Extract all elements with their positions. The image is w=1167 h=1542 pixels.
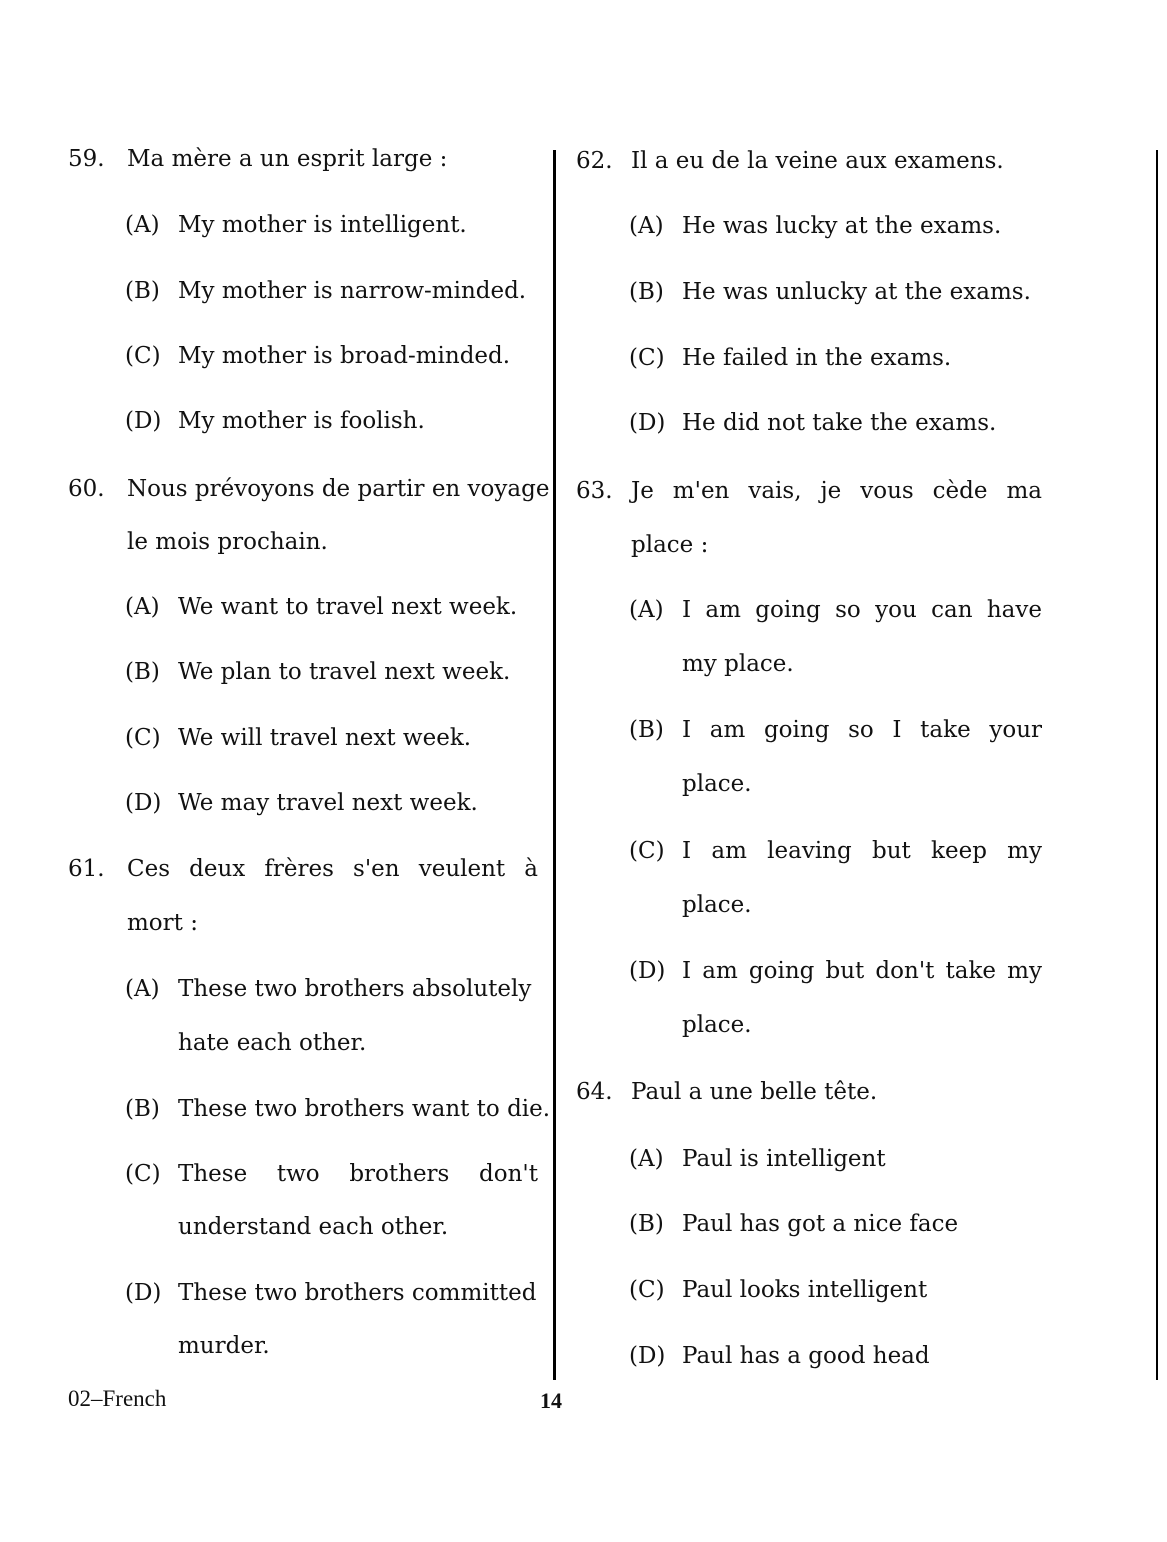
option-label: (D): [125, 1280, 162, 1306]
option-text: My mother is intelligent.: [178, 212, 467, 238]
option-text: I am going so you can have: [682, 597, 1042, 623]
option-text: my place.: [682, 651, 794, 677]
question-stem: mort :: [127, 910, 198, 936]
option-label: (C): [629, 345, 665, 371]
option-text: We plan to travel next week.: [178, 659, 511, 685]
question-stem: Nous prévoyons de partir en voyage: [127, 476, 550, 502]
option-label: (B): [629, 279, 664, 305]
option-text: My mother is foolish.: [178, 408, 425, 434]
option-text: We will travel next week.: [178, 725, 472, 751]
option-label: (A): [629, 1146, 664, 1172]
option-text: These two brothers don't: [178, 1161, 538, 1187]
option-text: I am going so I take your: [682, 717, 1042, 743]
question-number: 63.: [576, 478, 613, 504]
option-text: These two brothers committed: [178, 1280, 537, 1306]
option-label: (A): [629, 213, 664, 239]
paper-code: 02–French: [68, 1386, 167, 1411]
option-label: (B): [629, 717, 664, 743]
option-text: place.: [682, 1012, 752, 1038]
question-stem: Ma mère a un esprit large :: [127, 146, 448, 172]
option-text: My mother is narrow-minded.: [178, 278, 527, 304]
option-text: Paul is intelligent: [682, 1146, 886, 1172]
option-label: (A): [125, 594, 160, 620]
question-stem: Il a eu de la veine aux examens.: [631, 148, 1004, 174]
question-stem: le mois prochain.: [127, 529, 328, 555]
option-text: place.: [682, 892, 752, 918]
right-edge-rule: [1156, 150, 1158, 1380]
option-label: (C): [125, 343, 161, 369]
question-number: 59.: [68, 146, 105, 172]
option-text: We may travel next week.: [178, 790, 478, 816]
option-text: murder.: [178, 1333, 270, 1359]
option-label: (A): [629, 597, 664, 623]
option-text: He did not take the exams.: [682, 410, 997, 436]
option-label: (B): [125, 659, 160, 685]
question-stem: place :: [631, 532, 709, 558]
option-label: (D): [125, 408, 162, 434]
option-text: He failed in the exams.: [682, 345, 952, 371]
option-text: Paul looks intelligent: [682, 1277, 928, 1303]
page-number: 14: [540, 1388, 562, 1413]
option-text: These two brothers absolutely: [178, 976, 532, 1002]
option-label: (D): [125, 790, 162, 816]
option-text: He was unlucky at the exams.: [682, 279, 1031, 305]
option-text: These two brothers want to die.: [178, 1096, 551, 1122]
option-text: We want to travel next week.: [178, 594, 518, 620]
question-stem: Paul a une belle tête.: [631, 1079, 878, 1105]
option-label: (D): [629, 410, 666, 436]
option-text: understand each other.: [178, 1214, 449, 1240]
option-text: I am leaving but keep my: [682, 838, 1042, 864]
option-text: place.: [682, 771, 752, 797]
option-label: (D): [629, 1343, 666, 1369]
option-text: Paul has a good head: [682, 1343, 930, 1369]
question-number: 62.: [576, 148, 613, 174]
option-label: (B): [125, 278, 160, 304]
option-label: (B): [629, 1211, 664, 1237]
option-label: (A): [125, 212, 160, 238]
question-stem: Ces deux frères s'en veulent à: [127, 856, 538, 882]
option-label: (C): [629, 1277, 665, 1303]
option-text: I am going but don't take my: [682, 958, 1042, 984]
option-label: (D): [629, 958, 666, 984]
option-text: My mother is broad-minded.: [178, 343, 511, 369]
option-text: Paul has got a nice face: [682, 1211, 959, 1237]
column-divider: [553, 150, 556, 1380]
question-number: 61.: [68, 856, 105, 882]
option-text: He was lucky at the exams.: [682, 213, 1002, 239]
question-number: 64.: [576, 1079, 613, 1105]
option-label: (C): [629, 838, 665, 864]
option-label: (B): [125, 1096, 160, 1122]
option-label: (C): [125, 725, 161, 751]
question-number: 60.: [68, 476, 105, 502]
question-stem: Je m'en vais, je vous cède ma: [631, 478, 1042, 504]
option-label: (A): [125, 976, 160, 1002]
option-text: hate each other.: [178, 1030, 367, 1056]
option-label: (C): [125, 1161, 161, 1187]
